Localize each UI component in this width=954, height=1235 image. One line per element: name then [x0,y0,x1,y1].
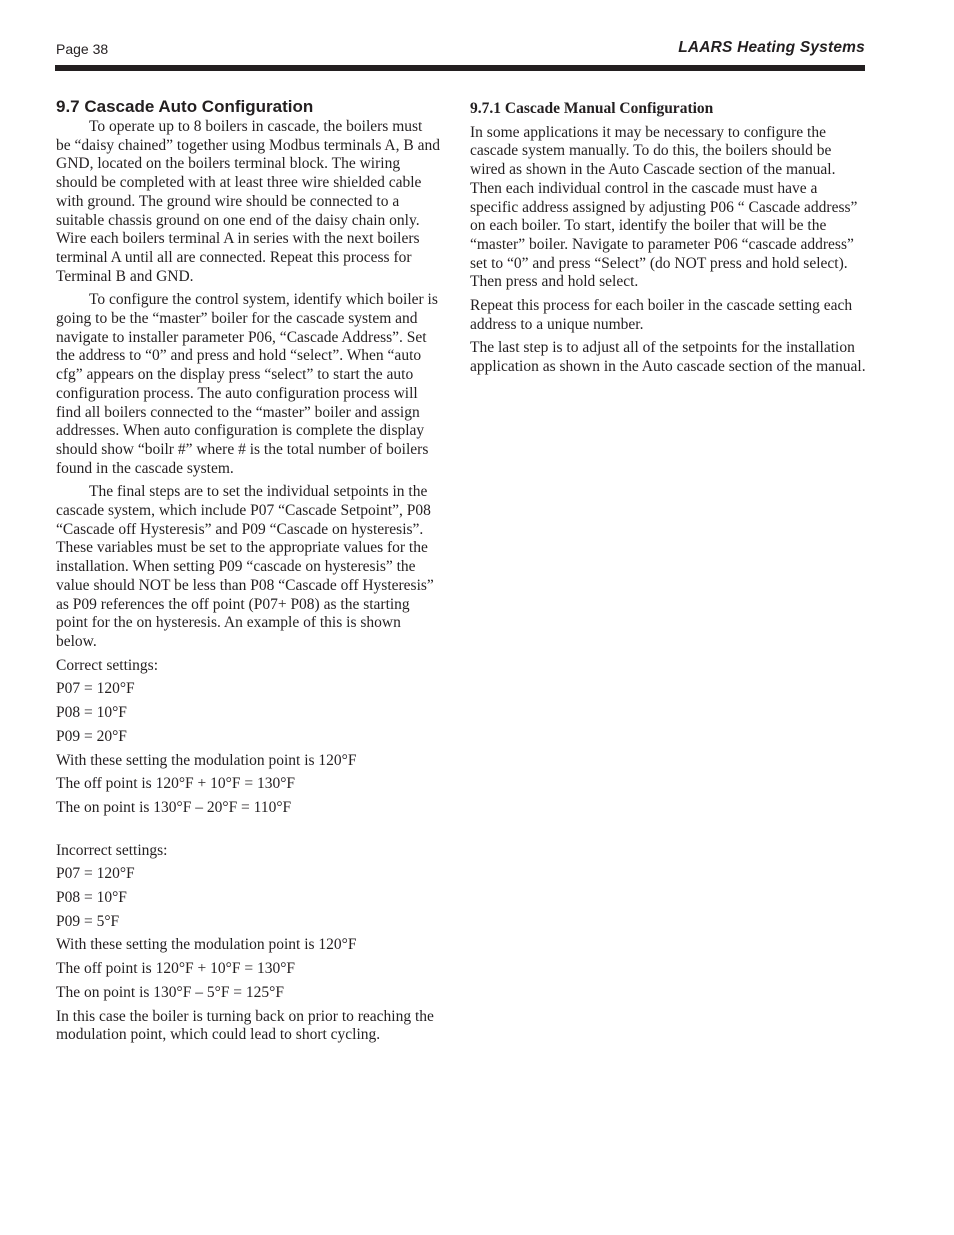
incorrect-modulation: With these setting the modulation point is 120°F [56,936,357,954]
incorrect-settings-title: Incorrect settings: [56,841,168,859]
manual-config-paragraph: In some applications it may be necessary to configure the cascade system manually. To do this, the boilers should be wired as shown in the Auto Cascade section of the manual. Then each individual control in the cascade must have a specific address assigned by adjusting P06 “ Cascade address” on each boiler. To start, identify the boiler that will be the “master” boiler. Navigate to parameter P06 “cascade address” set to “0” and press “Select” (do NOT press and hold select). Then press and hold select. [470,123,858,291]
correct-off-point: The off point is 120°F + 10°F = 130°F [56,775,296,793]
incorrect-p09: P09 = 5°F [56,912,120,930]
correct-modulation: With these setting the modulation point is 120°F [56,751,357,769]
brand-name: LAARS Heating Systems [678,39,865,56]
correct-settings-title: Correct settings: [56,656,159,674]
correct-p09: P09 = 20°F [56,727,127,745]
incorrect-p08: P08 = 10°F [56,889,127,907]
correct-on-point: The on point is 130°F – 20°F = 110°F [56,798,292,816]
subsection-heading: 9.7.1 Cascade Manual Configuration [470,100,714,117]
wiring-paragraph: To operate up to 8 boilers in cascade, the boilers must be “daisy chained” together using Modbus terminals A, B and GND, located on the boilers terminal block. The wiring should be completed with at least three wire shielded cable with ground. The ground wire should be connected to a suitable chassis ground on one end of the daisy chain only. Wire each boilers terminal A in series with the next boilers terminal A until all are connected. Repeat this process for Terminal B and GND. [56,118,440,285]
header-rule [55,65,865,71]
right-column [470,100,866,382]
configure-paragraph: To configure the control system, identify which boiler is going to be the “master” boiler for the cascade system and navigate to installer parameter P06, “Cascade Address”. Set the address to “0” and press and hold “select”. When “auto cfg” appears on the display press “select” to start the auto configuration process. The auto configuration process will find all boilers connected to the “master” boiler and assign addresses. When auto configuration is complete the display should show “boilr #” where # is the total number of boilers found in the cascade system. [56,291,438,477]
spacer [56,823,440,842]
incorrect-off-point: The off point is 120°F + 10°F = 130°F [56,960,296,978]
correct-p08: P08 = 10°F [56,704,127,722]
page-number: Page 38 [56,41,109,57]
conclusion-paragraph: In this case the boiler is turning back on prior to reaching the modulation point, which could lead to short cycling. [56,1007,434,1044]
repeat-paragraph: Repeat this process for each boiler in the cascade setting each address to a unique number. [470,297,853,333]
section-heading: 9.7 Cascade Auto Configuration [56,97,314,116]
incorrect-on-point: The on point is 130°F – 5°F = 125°F [56,983,284,1001]
correct-p07: P07 = 120°F [56,680,135,698]
last-step-paragraph: The last step is to adjust all of the setpoints for the installation application as shown in the Auto cascade section of the manual. [470,339,866,376]
setpoints-paragraph: The final steps are to set the individual setpoints in the cascade system, which include P07 “Cascade Setpoint”, P08 “Cascade off Hysteresis” and P09 “Cascade on hysteresis”. These variables must be set to the appropriate values for the installation. When setting P09 “cascade on hysteresis” the value should NOT be less than P08 “Cascade off Hysteresis” as P09 references the off point (P07+ P08) as the starting point for the on hysteresis. An example of this is shown below. [56,483,434,650]
left-column [56,97,440,1050]
incorrect-p07: P07 = 120°F [56,865,135,883]
